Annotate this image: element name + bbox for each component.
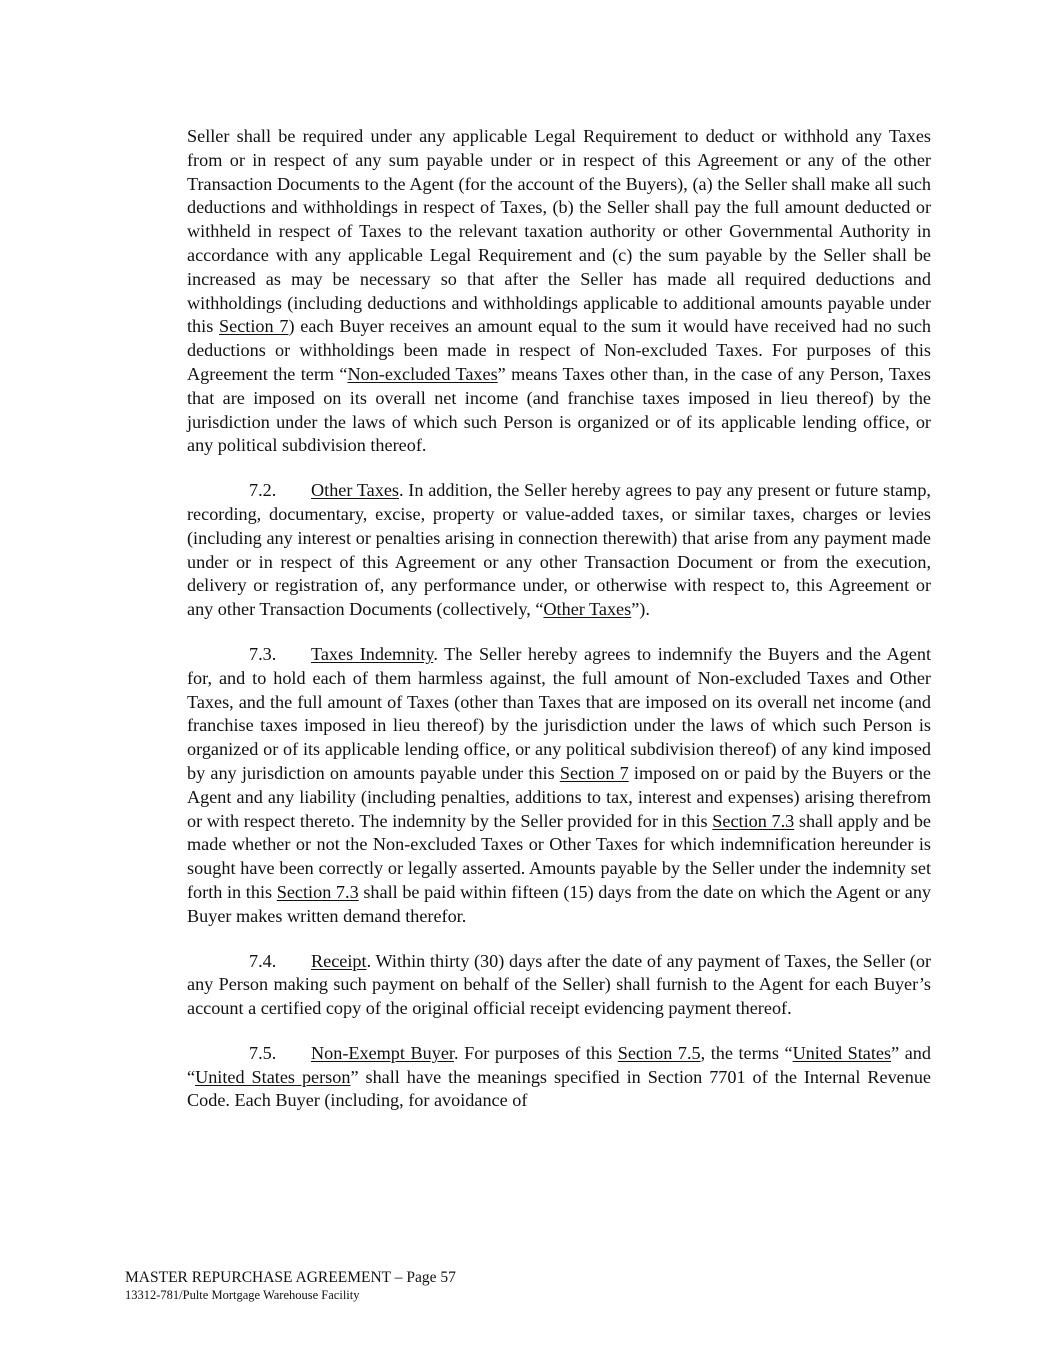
text-run: ” means Taxes other than, in the case of any Person, Taxes that are imposed on its overall net income (and franchise taxes imposed in lieu thereof) by the jurisdiction under the laws of which such Person is organized or of its applicable lending office, or any political subdivision thereof. <box>187 363 931 456</box>
text-run: , the terms “ <box>700 1042 793 1063</box>
section-heading: Other Taxes <box>311 480 399 501</box>
section-heading: Receipt <box>311 950 367 971</box>
section-number: 7.2. <box>249 480 277 501</box>
text-run: . For purposes of this <box>453 1042 618 1063</box>
document-body <box>187 125 931 1134</box>
text-run: ) each Buyer receives an amount equal to the sum it would have received had no such deductions or withholdings been made in respect of Non-excluded Taxes. For purposes of this Agreement the term “ <box>187 316 931 384</box>
text-run: shall apply and be made whether or not the Non-excluded Taxes or Other Taxes for which indemnification hereunder is sought have been correctly or legally asserted. Amounts payable by the Seller under the indemnity set forth in this <box>187 810 931 902</box>
section-reference: Section 7 <box>219 316 289 337</box>
section-7-4 <box>187 950 931 1021</box>
page-footer <box>125 1269 456 1303</box>
footer-document-reference: 13312-781/Pulte Mortgage Warehouse Facility <box>125 1288 360 1302</box>
footer-title: MASTER REPURCHASE AGREEMENT – Page 57 <box>125 1269 456 1286</box>
text-run: . In addition, the Seller hereby agrees to pay any present or future stamp, recording, documentary, excise, property or value-added taxes, or similar taxes, charges or levies (including any interest or penalties arising in connection therewith) that arise from any payment made under or in respect of this Agreement or any other Transaction Document or from the execution, delivery or registration of, any performance under, or otherwise with respect to, this Agreement or any other Transaction Documents (collectively, “ <box>187 480 931 620</box>
text-run: imposed on or paid by the Buyers or the Agent and any liability (including penalties, additions to tax, interest and expenses) arising therefrom or with respect thereto. The indemnity by the Seller provided for in this <box>187 762 931 831</box>
section-number: 7.5. <box>249 1042 277 1063</box>
section-7-5 <box>187 1042 931 1113</box>
section-number: 7.4. <box>249 950 277 971</box>
defined-term: Non-excluded Taxes <box>347 363 498 384</box>
text-run: ” shall have the meanings specified in Section 7701 of the Internal Revenue Code. Each Buyer (including, for avoidance of <box>187 1066 932 1111</box>
section-reference: Section 7.3 <box>712 810 795 831</box>
section-heading: Taxes Indemnity <box>311 643 434 664</box>
text-run: shall be paid within fifteen (15) days from the date on which the Agent or any Buyer makes written demand therefor. <box>187 881 932 926</box>
text-run: ” and “ <box>187 1042 931 1087</box>
section-reference: Section 7.5 <box>617 1042 701 1063</box>
defined-term: United States <box>792 1042 892 1063</box>
section-number: 7.3. <box>249 643 277 664</box>
text-run: . The Seller hereby agrees to indemnify the Buyers and the Agent for, and to hold each of them harmless against, the full amount of Non-excluded Taxes and Other Taxes, and the full amount of Taxes (other than Taxes that are imposed on its overall net income (and franchise taxes imposed in lieu thereof) by the jurisdiction under the laws of which such Person is organized or of its applicable lending office, or any political subdivision thereof) of any kind imposed by any jurisdiction on amounts payable under this <box>187 643 932 783</box>
defined-term: United States person <box>195 1066 351 1087</box>
paragraph-continuation <box>187 125 931 458</box>
section-7-3 <box>187 643 931 929</box>
text-run: Seller shall be required under any applicable Legal Requirement to deduct or withhold any Taxes from or in respect of any sum payable under or in respect of this Agreement or any of the other Transaction Documents to the Agent (for the account of the Buyers), (a) the Seller shall make all such deductions and withholdings in respect of Taxes, (b) the Seller shall pay the full amount deducted or withheld in respect of Taxes to the relevant taxation authority or other Governmental Authority in accordance with any applicable Legal Requirement and (c) the sum payable by the Seller shall be increased as may be necessary so that after the Seller has made all required deductions and withholdings (including deductions and withholdings applicable to additional amounts payable under this <box>187 126 931 337</box>
text-run: ”). <box>631 599 650 620</box>
defined-term: Other Taxes <box>543 599 632 620</box>
section-7-2 <box>187 479 931 622</box>
section-reference: Section 7 <box>559 762 629 783</box>
section-heading: Non-Exempt Buyer <box>311 1042 454 1063</box>
text-run: . Within thirty (30) days after the date of any payment of Taxes, the Seller (or any Person making such payment on behalf of the Seller) shall furnish to the Agent for each Buyer’s account a certified copy of the original official receipt evidencing payment thereof. <box>187 950 931 1019</box>
section-reference: Section 7.3 <box>276 881 359 902</box>
